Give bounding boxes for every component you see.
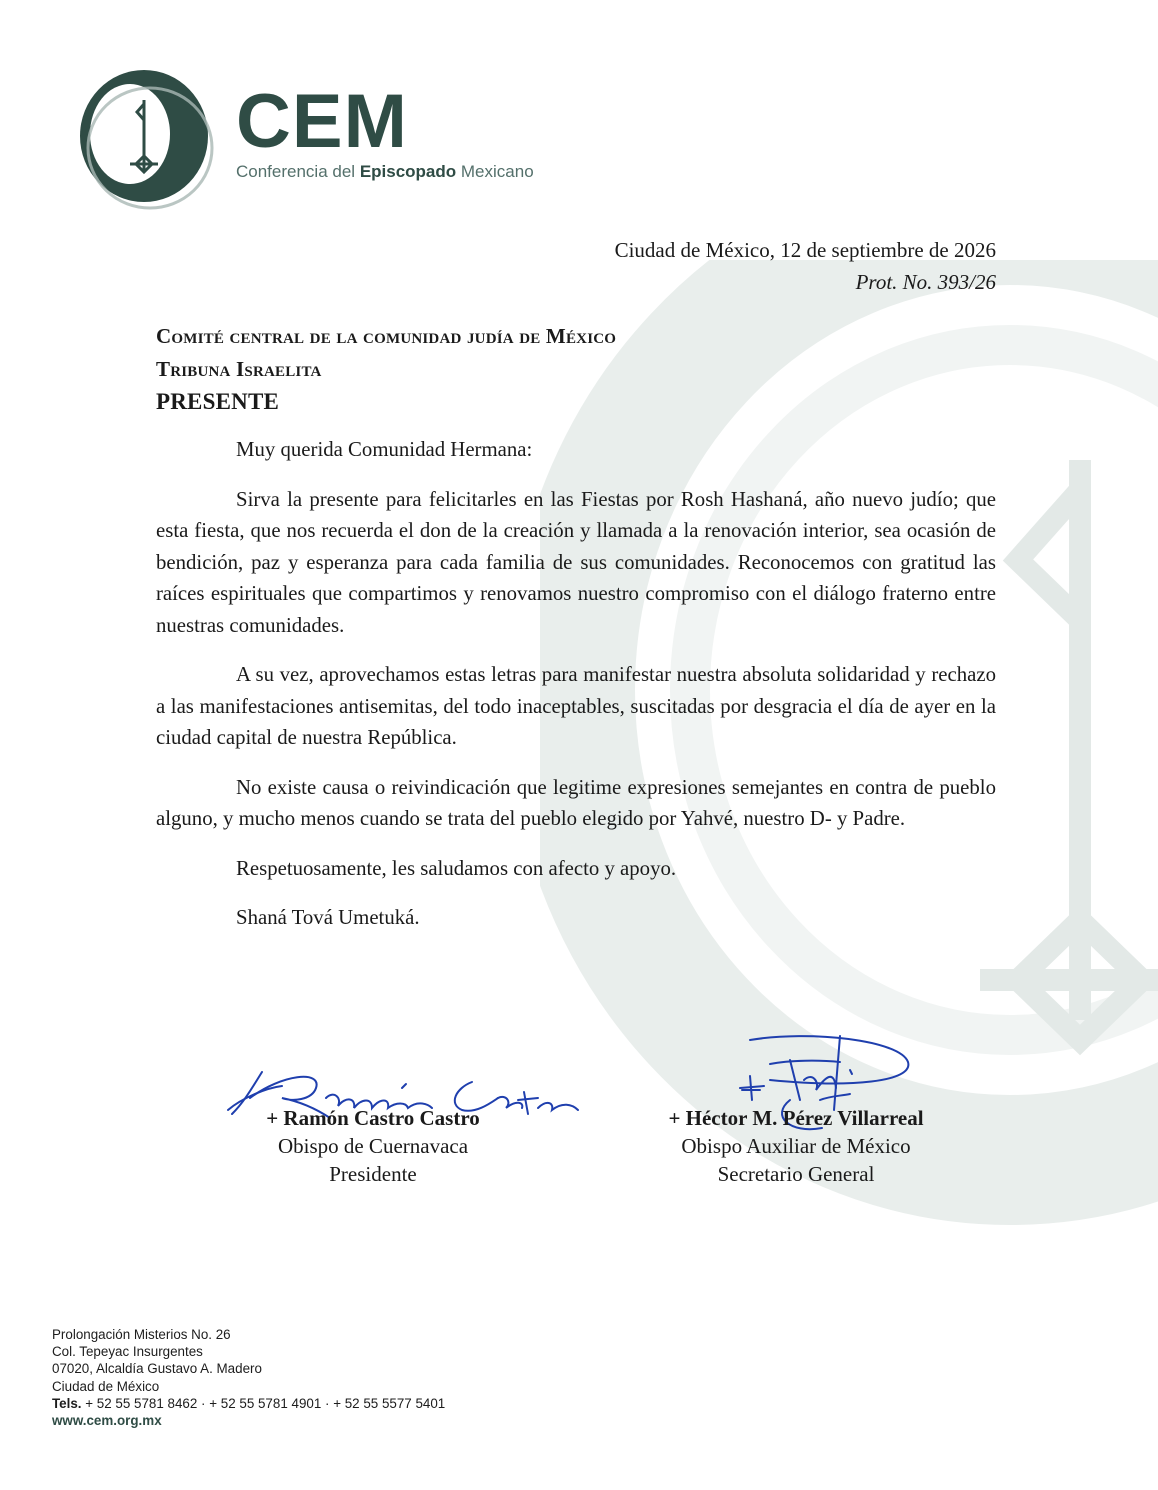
holiday-greeting: Shaná Tová Umetuká. bbox=[236, 906, 420, 929]
logo-text bbox=[236, 79, 534, 182]
paragraph-statement: No existe causa o reivindicación que legitime expresiones semejantes en contra de pueblo alguno, y mucho menos cuando se trata del pueblo elegido por Yahvé, nuestro D- y Padre. bbox=[156, 775, 996, 830]
logo-subtitle-pre: Conferencia del bbox=[236, 162, 360, 181]
footer-contact bbox=[52, 1326, 445, 1429]
paragraph-solidarity: A su vez, aprovechamos estas letras para manifestar nuestra absoluta solidaridad y rechazo a las manifestaciones antisemitas, del todo inaceptables, suscitadas por desgracia el día de ayer en la ciudad capital de nuestra República. bbox=[156, 663, 996, 749]
signature-block-secretary bbox=[640, 1104, 952, 1188]
letter-body bbox=[156, 434, 996, 934]
signatory-role: Obispo de Cuernavaca bbox=[277, 1134, 469, 1158]
protocol-number: Prot. No. 393/26 bbox=[855, 270, 996, 294]
signatory-title: Presidente bbox=[329, 1162, 417, 1186]
recipient-organization: Comité central de la comunidad judía de México bbox=[156, 324, 617, 348]
footer-website-link[interactable]: www.cem.org.mx bbox=[52, 1413, 162, 1429]
footer-phones bbox=[52, 1395, 445, 1412]
footer-phones-label: Tels. bbox=[52, 1395, 82, 1411]
signatory-name: + Héctor M. Pérez Villarreal bbox=[668, 1106, 924, 1130]
footer-address-line: Prolongación Misterios No. 26 bbox=[52, 1327, 231, 1342]
signatory-name: + Ramón Castro Castro bbox=[266, 1106, 480, 1130]
signatory-title: Secretario General bbox=[717, 1162, 875, 1186]
closing-line: Respetuosamente, les saludamos con afecto y apoyo. bbox=[236, 856, 677, 880]
recipient-present: PRESENTE bbox=[156, 389, 280, 414]
logo-subtitle-post: Mexicano bbox=[456, 162, 534, 181]
recipient-entity: Tribuna Israelita bbox=[156, 357, 322, 381]
signature-block-president bbox=[232, 1104, 514, 1188]
logo-subtitle bbox=[236, 162, 534, 182]
paragraph-greeting: Sirva la presente para felicitarles en las Fiestas por Rosh Hashaná, año nuevo judío; que esta fiesta, que nos recuerda el don de la creación y llamada a la renovación interior, sea ocasión de bendición, paz y esperanza para cada familia de sus comunidades. Reconocemos con gratitud las raíces espirituales que compartimos y renovamos nuestro compromiso con el diálogo fraterno entre nuestras comunidades. bbox=[156, 487, 996, 637]
letter-date: Ciudad de México, 12 de septiembre de 2026 bbox=[614, 238, 996, 262]
footer-address-line: 07020, Alcaldía Gustavo A. Madero bbox=[52, 1361, 262, 1377]
recipient-block bbox=[156, 320, 616, 418]
footer-phones-numbers: + 52 55 5781 8462 · + 52 55 5781 4901 · + 52 55 5577 5401 bbox=[81, 1395, 446, 1411]
logo-subtitle-bold: Episcopado bbox=[359, 162, 457, 181]
footer-address-line: Col. Tepeyac Insurgentes bbox=[52, 1344, 203, 1360]
signatory-role: Obispo Auxiliar de México bbox=[681, 1134, 911, 1158]
footer-address-line: Ciudad de México bbox=[52, 1378, 160, 1394]
salutation: Muy querida Comunidad Hermana: bbox=[236, 438, 533, 461]
logo-acronym: CEM bbox=[236, 79, 408, 164]
